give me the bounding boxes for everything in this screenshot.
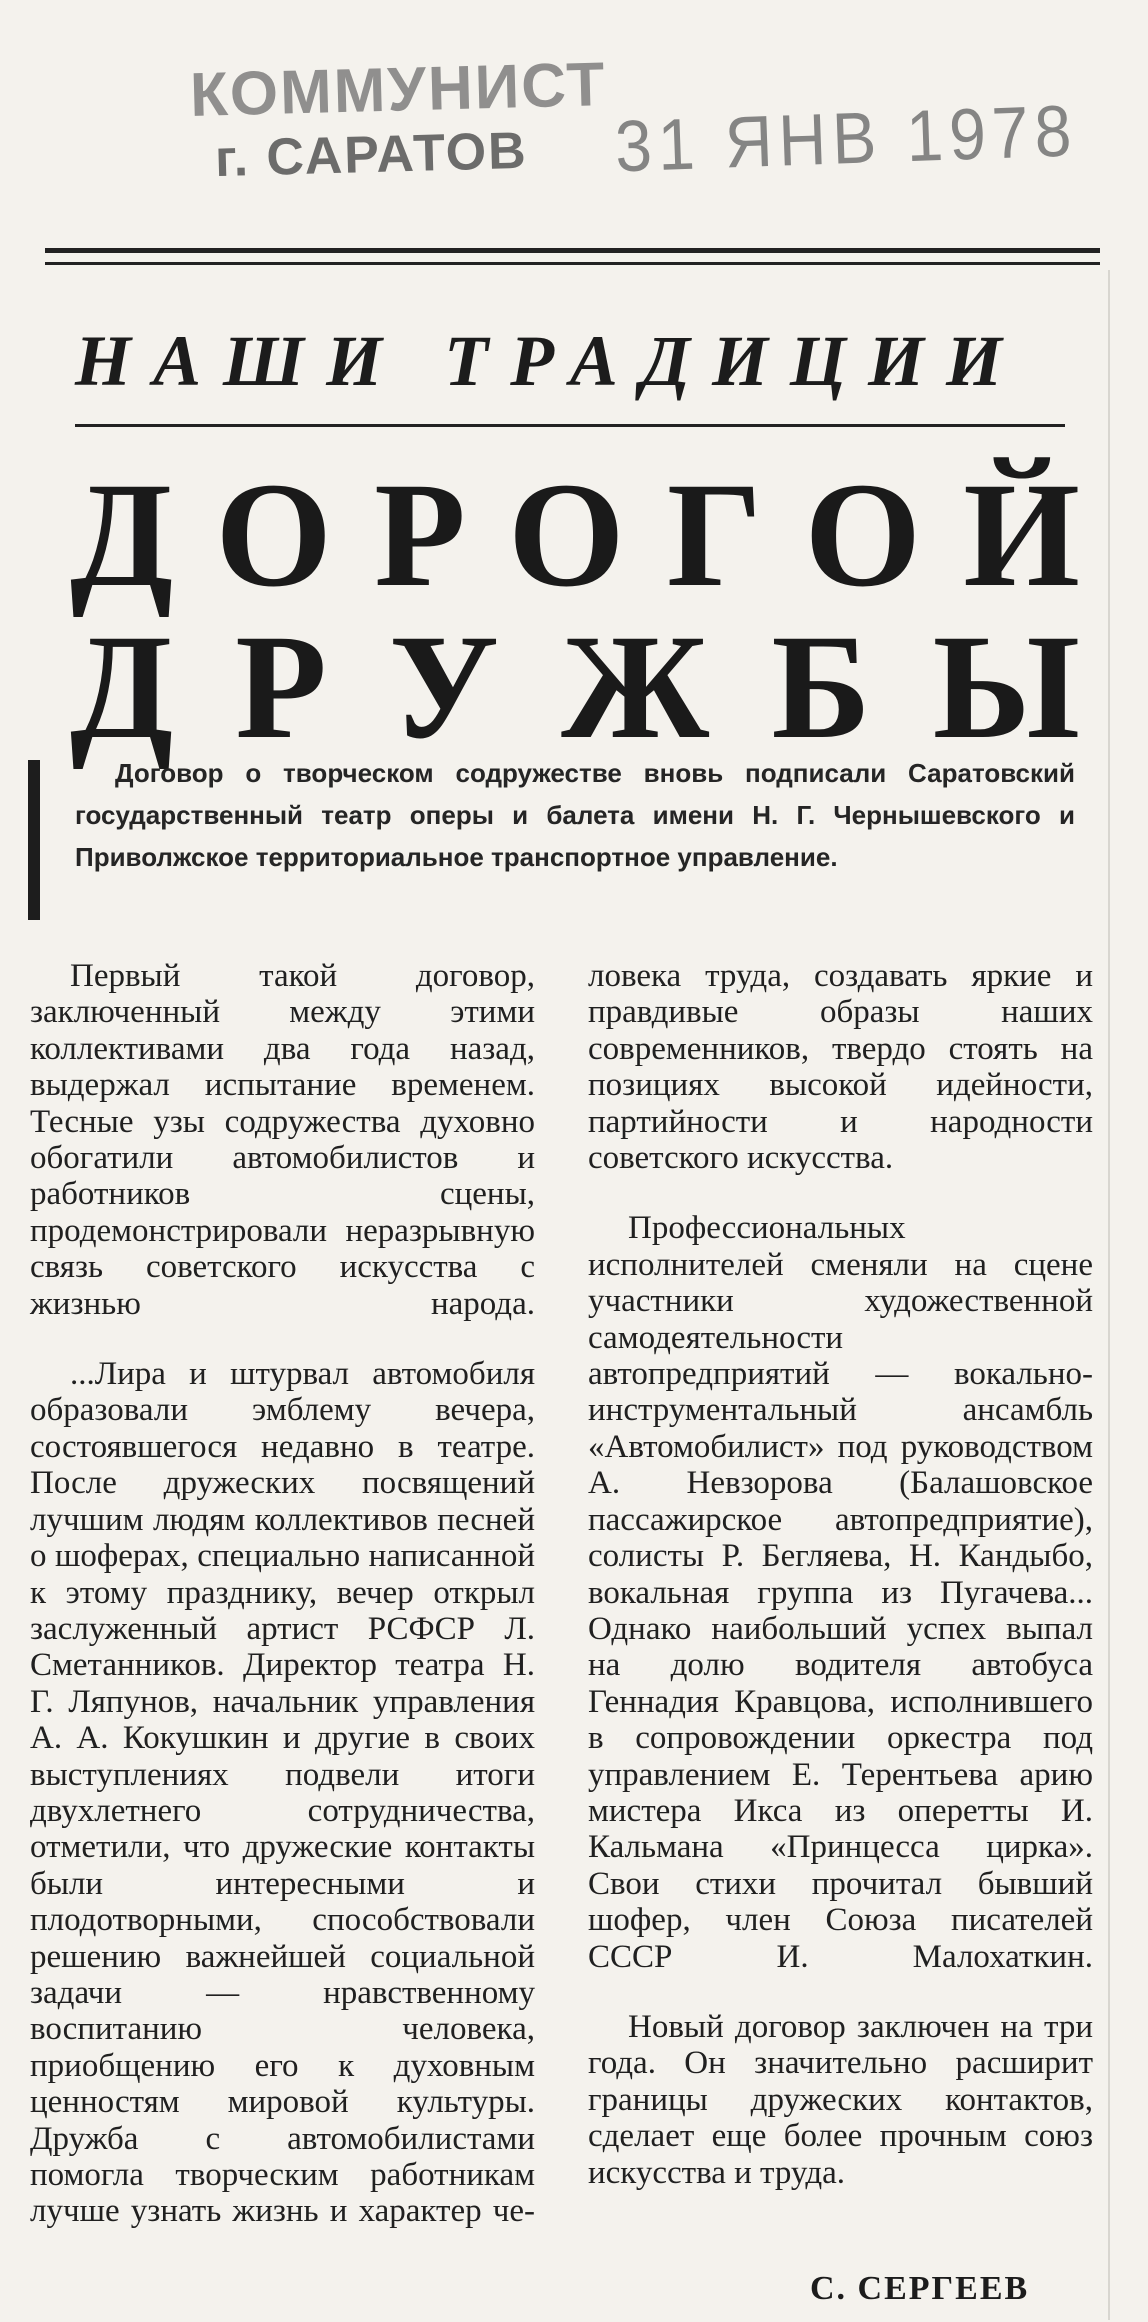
rubric-underline <box>75 424 1065 427</box>
headline-letter: Г <box>666 452 763 618</box>
headline-letter: Й <box>963 452 1080 618</box>
headline-letter: Д <box>70 452 174 618</box>
top-rule-thin <box>45 262 1100 265</box>
top-rule-thick <box>45 248 1100 253</box>
headline-letter: Б <box>771 604 871 770</box>
article-column-right <box>588 958 1093 2191</box>
article-paragraph: ...Лира и штурвал автомобиля образовали эмблему вечера, состоявшегося недавно в театре. После дружеских посвящений лучшим людям коллективов песней о шоферах, специально написанной к этому празднику, вечер открыл заслуженный артист РСФСР Л. Сметанников. Директор театра Н. Г. Ляпунов, начальник управления А. А. Кокушкин и другие в своих выступлениях подвели итоги двухлетнего сотрудничества, отметили, что дружеские контакты были интересными и плодотворными, способствовали решению важнейшей социальной задачи — нравственному воспитанию человека, приобщению его к духовным ценностям мировой культуры. Дружба с автомобилистами помогла творческим работникам лучше узнать жизнь и характер че- <box>30 1356 535 2230</box>
headline-letter: Р <box>374 452 466 618</box>
article-paragraph: Профессиональных исполнителей сменяли на сцене участники художественной самодеятельности автопредприятий — вокально-инструментальный ансамбль «Автомобилист» под руководством А. Невзорова (Балашовское пассажирское автопредприятие), солисты Р. Бегляева, Н. Кандыбо, вокальная группа из Пугачева... Однако наибольший успех выпал на долю водителя автобуса Геннадия Кравцова, исполнившего в сопровождении оркестра под управлением Е. Терентьева арию мистера Икса из оперетты И. Кальмана «Принцесса цирка». Свои стихи прочитал бывший шофер, член Союза писателей СССР И. Малохаткин. <box>588 1210 1093 1975</box>
headline-letter: Ж <box>561 604 710 770</box>
headline-letter: Ы <box>932 604 1080 770</box>
page-edge-line <box>1108 270 1110 2320</box>
headline-letter: У <box>388 604 500 770</box>
headline-letter: О <box>508 452 625 618</box>
stamp-city: г. САРАТОВ <box>214 121 529 189</box>
headline-line-1 <box>70 452 1080 618</box>
author-signature: С. СЕРГЕЕВ <box>810 2270 1030 2307</box>
headline-letter: Д <box>70 604 174 770</box>
lead-paragraph: Договор о творческом содружестве вновь подписали Саратовский государственный театр оперы и балета имени Н. Г. Чернышевского и Приволжское территориальное транспортное управление. <box>75 758 1075 872</box>
article-column-left <box>30 958 535 2230</box>
article-paragraph: Первый такой договор, заключенный между этими коллективами два года назад, выдержал испытание временем. Тесные узы содружества духовно обогатили автомобилистов и работников сцены, продемонстрировали неразрывную связь советского искусства с жизнью народа. <box>30 958 535 1322</box>
article-paragraph: ловека труда, создавать яркие и правдивые образы наших современников, твердо стоять на позициях высокой идейности, партийности и народности советского искусства. <box>588 958 1093 1177</box>
headline-letter: Р <box>235 604 327 770</box>
article-paragraph: Новый договор заключен на три года. Он значительно расширит границы дружеских контактов, сделает еще более прочным союз искусства и труда. <box>588 2008 1093 2191</box>
lead-marker-bar <box>28 760 40 920</box>
headline-letter: О <box>215 452 333 618</box>
stamp-newspaper-name: КОММУНИСТ <box>189 50 608 130</box>
headline-letter: О <box>804 452 922 618</box>
headline-line-2 <box>70 604 1080 770</box>
stamp-date: 31 ЯНВ 1978 <box>613 89 1079 187</box>
section-rubric: НАШИ ТРАДИЦИИ <box>75 321 1024 401</box>
